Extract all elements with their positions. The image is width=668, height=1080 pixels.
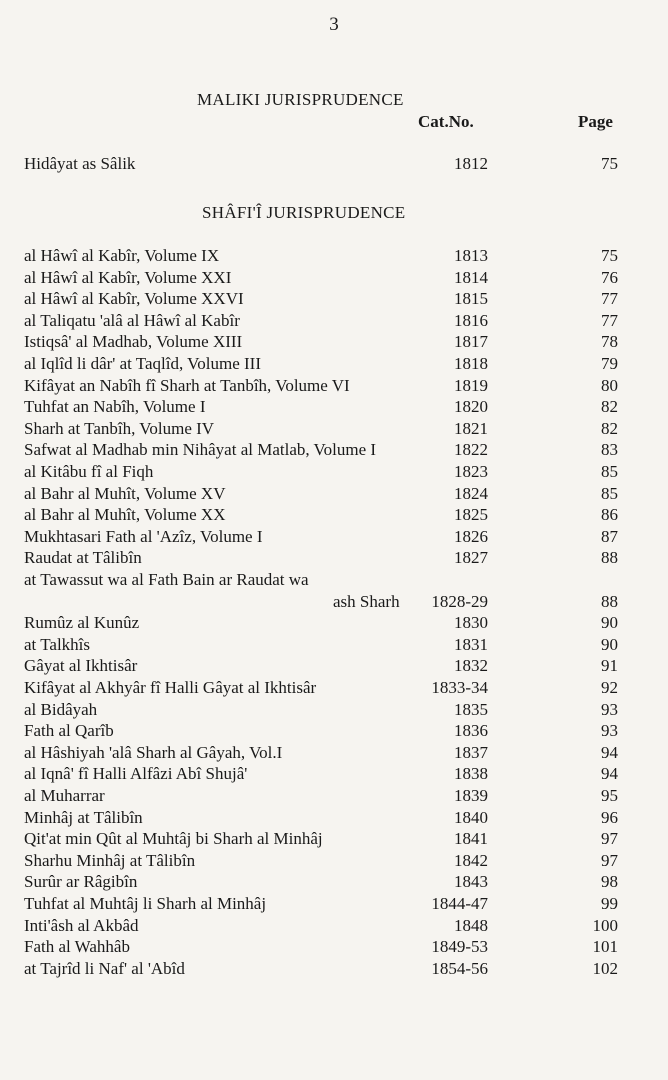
entry-page: 82 <box>601 397 618 417</box>
entry-page: 93 <box>601 699 618 719</box>
entry-page: 97 <box>601 850 618 870</box>
entry-title: Mukhtasari Fath al 'Azîz, Volume I <box>24 526 263 546</box>
entry-cat-no: 1831 <box>454 634 488 654</box>
entry-title: Raudat at Tâlibîn <box>24 548 142 568</box>
catalog-entry-row <box>24 483 624 505</box>
catalog-entry-row <box>24 439 624 461</box>
entry-title: Safwat al Madhab min Nihâyat al Matlab, Volume I <box>24 440 377 460</box>
catalog-entry-row <box>24 375 624 397</box>
entry-page: 98 <box>601 872 618 892</box>
catalog-entry-row <box>24 936 624 958</box>
entry-cat-no: 1816 <box>454 310 488 330</box>
entry-cat-no: 1849-53 <box>431 937 488 957</box>
catalog-entry-row <box>24 418 624 440</box>
entry-page: 82 <box>601 418 618 438</box>
entry-title: al Taliqatu 'alâ al Hâwî al Kabîr <box>24 310 240 330</box>
catalog-entry-row <box>24 396 624 418</box>
entry-title: Gâyat al Ikhtisâr <box>24 656 138 676</box>
entry-cat-no: 1835 <box>454 699 488 719</box>
entry-cat-no: 1823 <box>454 462 488 481</box>
catalog-entry-row <box>24 677 624 699</box>
entry-cat-no: 1817 <box>454 332 488 352</box>
entry-title: Hidâyat as Sâlik <box>24 154 136 173</box>
catalog-entry-row <box>24 850 624 872</box>
entry-page: 85 <box>601 483 618 503</box>
entry-cat-no: 1825 <box>454 505 488 525</box>
entry-page: 78 <box>601 332 618 352</box>
entry-page: 88 <box>601 548 618 568</box>
catalog-entry-row <box>24 720 624 742</box>
entry-page: 83 <box>601 440 618 460</box>
entry-page: 86 <box>601 505 618 525</box>
entry-page: 77 <box>601 310 618 330</box>
entry-title: al Hâwî al Kabîr, Volume XXI <box>24 267 232 287</box>
catalog-entry-row <box>24 504 624 526</box>
entry-cat-no: 1828-29 <box>431 591 488 611</box>
entry-title: ash Sharh <box>333 591 400 611</box>
catalog-entry-row <box>24 828 624 850</box>
entry-page: 79 <box>601 354 618 373</box>
entry-page: 90 <box>601 634 618 654</box>
entry-cat-no: 1826 <box>454 526 488 546</box>
entry-page: 96 <box>601 807 618 827</box>
catalog-entry-row <box>24 245 624 267</box>
entry-title: Sharhu Minhâj at Tâlibîn <box>24 850 196 870</box>
catalog-entry-row <box>24 591 624 613</box>
catalog-entry-row <box>24 634 624 656</box>
entry-cat-no: 1842 <box>454 850 488 870</box>
entry-title: Istiqsâ' al Madhab, Volume XIII <box>24 332 243 352</box>
column-header-page: Page <box>578 112 613 131</box>
entry-cat-no: 1848 <box>454 915 488 935</box>
entry-cat-no: 1833-34 <box>431 678 488 697</box>
catalog-entry-row <box>24 612 624 634</box>
entry-title: Tuhfat al Muhtâj li Sharh al Minhâj <box>24 894 267 913</box>
entry-cat-no: 1838 <box>454 764 488 784</box>
entry-title: at Tajrîd li Naf' al 'Abîd <box>24 958 185 978</box>
entry-cat-no: 1818 <box>454 354 488 373</box>
page-number: 3 <box>329 14 339 35</box>
catalog-entry-row <box>24 699 624 721</box>
catalog-entry-row <box>24 353 624 375</box>
entry-page: 94 <box>601 764 618 784</box>
entry-cat-no: 1821 <box>454 418 488 438</box>
shafii-heading: SHÂFI'Î JURISPRUDENCE <box>202 203 406 222</box>
entry-title: al Bahr al Muhît, Volume XV <box>24 483 226 503</box>
entry-cat-no: 1836 <box>454 721 488 741</box>
entry-title: al Hâwî al Kabîr, Volume IX <box>24 246 220 265</box>
catalog-entry-row <box>24 461 624 483</box>
entry-cat-no: 1839 <box>454 786 488 805</box>
entry-title: at Talkhîs <box>24 634 91 654</box>
entry-title: al Bidâyah <box>24 699 98 719</box>
entry-title: Inti'âsh al Akbâd <box>24 915 139 935</box>
entry-cat-no: 1841 <box>454 829 488 849</box>
entry-title: al Bahr al Muhît, Volume XX <box>24 505 226 525</box>
entry-page: 93 <box>601 721 618 741</box>
entry-title: Surûr ar Râgibîn <box>24 872 138 892</box>
entry-title: Fath al Wahhâb <box>24 937 130 957</box>
catalog-entry-row <box>24 526 624 548</box>
entry-title: Kifâyat an Nabîh fî Sharh at Tanbîh, Volume VI <box>24 375 350 395</box>
catalog-entry-row <box>24 331 624 353</box>
entry-cat-no: 1812 <box>454 154 488 173</box>
entry-title: al Iqnâ' fî Halli Alfâzi Abî Shujâ' <box>24 764 248 784</box>
entry-page: 85 <box>601 462 618 481</box>
entry-page: 100 <box>592 915 618 935</box>
entry-cat-no: 1820 <box>454 397 488 417</box>
entry-page: 80 <box>601 375 618 395</box>
entry-cat-no: 1827 <box>454 548 488 568</box>
entry-cat-no: 1815 <box>454 289 488 309</box>
entry-title: Kifâyat al Akhyâr fî Halli Gâyat al Ikhtisâr <box>24 678 317 697</box>
entry-cat-no: 1840 <box>454 807 488 827</box>
entry-cat-no: 1819 <box>454 375 488 395</box>
column-header-cat-no: Cat.No. <box>418 112 474 131</box>
catalog-entry-row <box>24 153 624 175</box>
catalog-entry-row <box>24 871 624 893</box>
catalog-entry-row <box>24 547 624 569</box>
entry-title: at Tawassut wa al Fath Bain ar Raudat wa <box>24 570 309 589</box>
entry-title: al Muharrar <box>24 786 105 805</box>
entry-title: al Iqlîd li dâr' at Taqlîd, Volume III <box>24 354 261 373</box>
entry-page: 87 <box>601 526 618 546</box>
catalog-entry-row <box>24 893 624 915</box>
entry-title: al Hâwî al Kabîr, Volume XXVI <box>24 289 244 309</box>
entry-title: Qit'at min Qût al Muhtâj bi Sharh al Minhâj <box>24 829 323 849</box>
entry-cat-no: 1844-47 <box>431 894 488 913</box>
entry-cat-no: 1822 <box>454 440 488 460</box>
catalog-entry-row <box>24 915 624 937</box>
catalog-entry-row <box>24 267 624 289</box>
catalog-entry-row <box>24 958 624 980</box>
entry-page: 90 <box>601 613 618 633</box>
entry-cat-no: 1824 <box>454 483 488 503</box>
entry-cat-no: 1854-56 <box>431 958 488 978</box>
entry-title: Rumûz al Kunûz <box>24 613 140 633</box>
entry-page: 92 <box>601 678 618 697</box>
maliki-heading: MALIKI JURISPRUDENCE <box>197 90 404 109</box>
entry-cat-no: 1832 <box>454 656 488 676</box>
entry-cat-no: 1814 <box>454 267 488 287</box>
entry-title: al Hâshiyah 'alâ Sharh al Gâyah, Vol.I <box>24 742 283 762</box>
entry-page: 75 <box>601 246 618 265</box>
entry-title: Sharh at Tanbîh, Volume IV <box>24 418 215 438</box>
entry-title: al Kitâbu fî al Fiqh <box>24 462 154 481</box>
entry-page: 102 <box>592 958 618 978</box>
entry-cat-no: 1837 <box>454 742 488 762</box>
entry-page: 75 <box>601 154 618 173</box>
catalog-entry-row <box>24 655 624 677</box>
entry-page: 91 <box>601 656 618 676</box>
catalog-entry-row <box>24 569 624 591</box>
entry-title: Fath al Qarîb <box>24 721 114 741</box>
entry-page: 97 <box>601 829 618 849</box>
entry-cat-no: 1843 <box>454 872 488 892</box>
entry-title: Minhâj at Tâlibîn <box>24 807 143 827</box>
catalog-entry-row <box>24 763 624 785</box>
entry-page: 94 <box>601 742 618 762</box>
catalog-entry-row <box>24 288 624 310</box>
entry-page: 88 <box>601 591 618 611</box>
entry-page: 77 <box>601 289 618 309</box>
catalog-entry-row <box>24 785 624 807</box>
catalog-entry-row <box>24 807 624 829</box>
entry-cat-no: 1813 <box>454 246 488 265</box>
entry-page: 101 <box>592 937 618 957</box>
entry-page: 99 <box>601 894 618 913</box>
catalog-entry-row <box>24 310 624 332</box>
entry-page: 95 <box>601 786 618 805</box>
catalog-entry-row <box>24 742 624 764</box>
entry-cat-no: 1830 <box>454 613 488 633</box>
entry-title: Tuhfat an Nabîh, Volume I <box>24 397 206 417</box>
entry-page: 76 <box>601 267 618 287</box>
